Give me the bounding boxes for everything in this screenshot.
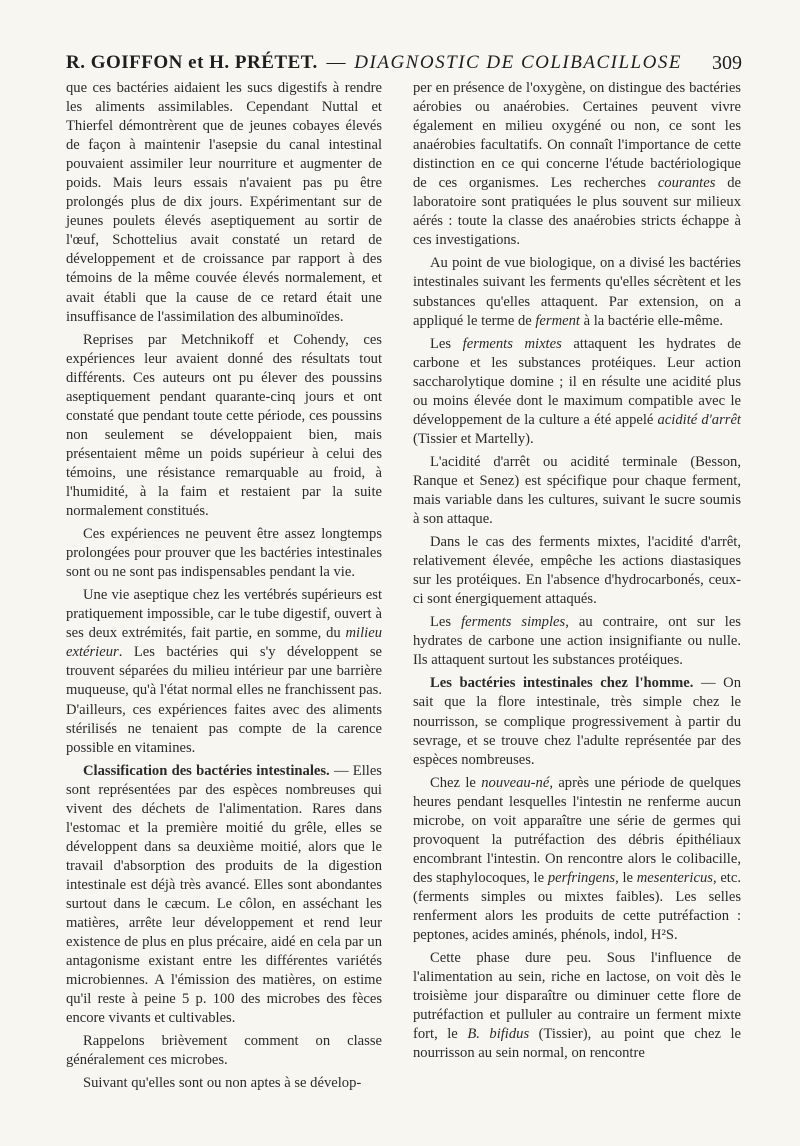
body-paragraph	[413, 335, 741, 449]
body-paragraph	[66, 331, 382, 521]
italic-term: milieu extérieur	[66, 625, 382, 661]
text-run: Cette phase dure peu. Sous l'influence de l'alimentation au sein, riche en lactose, on voit dès le troisième jour disparaître ou diminuer cette flore de putréfaction et pulluler au contraire un ferment mixte fort, le	[413, 950, 741, 1043]
left-column	[66, 79, 382, 1097]
text-run: , après une période de quelques heures pendant lesquelles l'intestin ne renferme aucun microbe, on voit apparaître une série de germes qui provoquent la putréfaction des débris épithéliaux encombrant l'intestin. On rencontre alors le colibacille, des staphylocoques, le	[413, 774, 741, 886]
body-paragraph	[413, 79, 741, 250]
section-paragraph	[66, 762, 382, 1029]
text-run: per en présence de l'oxygène, on distingue des bactéries aérobies ou anaérobies. Certaines peuvent vivre également en milieu oxygéné ou non, ce sont les anaérobies facultatifs. On connaît l'importance de cette distinction en ce qui concerne l'étude bactériologique de ces organismes. Les recherches	[413, 80, 741, 192]
italic-term: B. bifidus	[467, 1026, 530, 1043]
text-run: , au contraire, ont sur les hydrates de carbone une action insignifiante ou nulle. Ils attaquent surtout les substances protéiques.	[413, 614, 741, 669]
body-paragraph	[66, 525, 382, 582]
body-paragraph	[66, 1074, 382, 1093]
body-paragraph	[66, 1032, 382, 1070]
header-authors: R. GOIFFON et H. PRÉTET.	[66, 52, 318, 73]
italic-term: ferments mixtes	[462, 335, 562, 352]
text-run: Reprises par Metchnikoff et Cohendy, ces expériences leur avaient donné des résultats tout différents. Ces auteurs ont pu élever des poussins aseptiquement pendant quarante-cinq jours et ont constaté que pendant toute cette période, ces poussins non seulement se développaient bien, mais présentaient même un poids supérieur à celui des témoins, une résistance remarquable au froid, à l'humidité, à la faim et restaient par la suite normalement constitués.	[66, 331, 382, 520]
italic-term: courantes	[657, 175, 716, 192]
body-paragraph	[413, 949, 741, 1063]
section-heading: Classification des bactéries intestinales.	[83, 762, 330, 779]
text-run: que ces bactéries aidaient les sucs digestifs à rendre les aliments assimilables. Cependant Nuttal et Thierfel démontrèrent que de jeunes cobayes élevés de façon à maintenir l'asepsie du canal intestinal pouvaient assimiler leur nourriture et augmenter de poids. Mais leurs essais n'avaient pas pu être prolongés plus de dix jours. Expérimentant sur de jeunes poulets élevés aseptiquement au sortir de l'œuf, Schottelius avait constaté un retard de développement et de croissance par rapport à des témoins de la même couvée élevés normalement, et avait établi que la cause de ce retard était une insuffisance de l'assimilation des albuminoïdes.	[66, 80, 382, 325]
body-paragraph	[66, 79, 382, 327]
italic-term: nouveau-né	[481, 774, 550, 791]
italic-term: perfringens	[547, 869, 616, 886]
text-run: à la bactérie elle-même.	[579, 312, 723, 329]
italic-term: mesentericus	[636, 869, 713, 886]
text-run: attaquent les hydrates de carbone et les substances protéiques. Leur action saccharolytique domine ; il en résulte une acidité plus ou moins élevée dont le maximum compatible avec le développement de la culture a été appelé	[413, 335, 741, 428]
text-run: L'acidité d'arrêt ou acidité terminale (Besson, Ranque et Senez) est spécifique pour chaque ferment, mais variable dans les cultures, suivant le sucre soumis à son attaque.	[413, 453, 741, 528]
running-header	[66, 50, 742, 76]
body-paragraph	[66, 586, 382, 757]
section-paragraph	[413, 674, 741, 769]
right-column	[413, 79, 741, 1067]
section-heading: Les bactéries intestinales chez l'homme.	[430, 675, 694, 692]
text-run: de laboratoire sont pratiquées le plus souvent sur milieux aérés : toute la classe des anaérobies stricts échappe à ces investigations.	[413, 175, 741, 249]
text-run: Une vie aseptique chez les vertébrés supérieurs est pratiquement impossible, car le tube digestif, ouvert à ses deux extrémités, fait partie, en somme, du	[66, 587, 382, 642]
text-run: Ces expériences ne peuvent être assez longtemps prolongées pour prouver que les bactéries intestinales sont ou ne sont pas indispensables pendant la vie.	[66, 526, 382, 581]
body-paragraph	[413, 254, 741, 330]
italic-term: acidité d'arrêt	[657, 411, 741, 428]
body-paragraph	[413, 533, 741, 609]
text-run: Les	[430, 335, 463, 352]
text-run: , etc. (ferments simples ou mixtes faibles). Les selles renferment alors les produits de cette putréfaction : peptones, acides aminés, phénols, indol, H²S.	[413, 869, 741, 944]
text-run: Au point de vue biologique, on a divisé les bactéries intestinales suivant les ferments qu'elles sécrètent et les substances qu'elles attaquent. Par extension, on a appliqué le terme de	[413, 255, 741, 329]
text-run: (Tissier), au point que chez le nourrisson au sein normal, on rencontre	[413, 1026, 741, 1062]
page-number: 309	[712, 52, 742, 74]
italic-term: ferment	[535, 312, 580, 329]
text-run: . Les bactéries qui s'y développent se trouvent séparées du milieu intérieur par une barrière muqueuse, qu'à l'état normal elles ne franchissent pas. D'ailleurs, ces expériences faites avec des aliments stérilisés ne tenaient pas compte de la carence possible en vitamines.	[66, 644, 382, 756]
text-run: — Elles sont représentées par des espèces nombreuses qui vivent des déchets de l'alimentation. Rares dans l'estomac et la première moitié du grêle, elles se développent dans sa deuxième moitié, alors que le travail d'absorption des produits de la digestion intestinale est déjà très avancé. Elles sont abondantes surtout dans le cæcum. Le côlon, en asséchant les matières, arrête leur développement et rend leur existence de plus en plus précaire, aidé en cela par un antagonisme existant entre les différentes variétés microbiennes. A l'émission des matières, on estime qu'il reste à peine 5 p. 100 des microbes des fèces encore vivants et cultivables.	[66, 762, 382, 1027]
text-run: Les	[430, 614, 462, 631]
italic-term: ferments simples	[461, 614, 566, 631]
text-run: — On sait que la flore intestinale, très simple chez le nourrisson, se complique progressivement à partir du sevrage, et se trouve chez l'adulte représentée par des espèces nombreuses.	[413, 675, 741, 768]
body-paragraph	[413, 613, 741, 670]
text-run: Chez le	[430, 774, 482, 791]
text-run: (Tissier et Martelly).	[413, 430, 534, 447]
header-title: DIAGNOSTIC DE COLIBACILLOSE	[354, 52, 682, 73]
header-separator: —	[326, 52, 346, 73]
text-run: Dans le cas des ferments mixtes, l'acidité d'arrêt, relativement élevée, empêche les actions diastasiques sur les protéiques. En l'absence d'hydrocarbonés, ceux-ci sont énergiquement attaqués.	[413, 534, 741, 608]
body-paragraph	[413, 453, 741, 529]
text-run: Rappelons brièvement comment on classe généralement ces microbes.	[66, 1033, 382, 1069]
text-run: , le	[615, 869, 637, 886]
body-paragraph	[413, 774, 741, 945]
text-run: Suivant qu'elles sont ou non aptes à se dévelop-	[83, 1075, 362, 1092]
